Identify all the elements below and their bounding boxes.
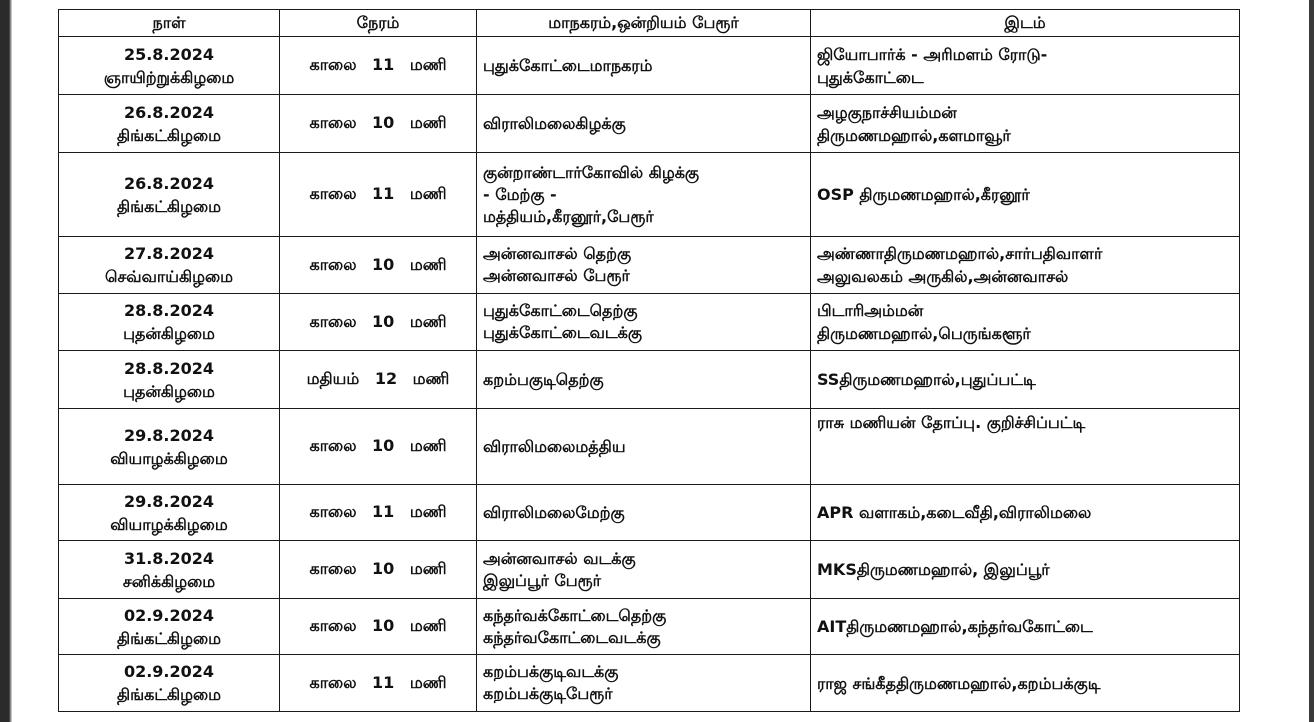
area-cell [477, 95, 811, 153]
day-text: வியாழக்கிழமை [110, 448, 228, 468]
area-line: - மேற்கு - [483, 184, 557, 204]
table-row [59, 485, 1240, 541]
time-cell: காலை 10 மணி [280, 294, 477, 351]
date-cell [59, 153, 280, 237]
place-line: APR வளாகம்,கடைவீதி,விராலிமலை [817, 503, 1092, 522]
place-line: ராசு மணியன் தோப்பு. குறிச்சிப்பட்டி [817, 413, 1086, 432]
day-text: ஞாயிற்றுக்கிழமை [103, 67, 235, 87]
area-line: அன்னவாசல் பேரூர் [483, 266, 630, 285]
time-cell: காலை 10 மணி [280, 237, 477, 294]
area-line: கறம்பகுடிதெற்கு [483, 369, 604, 389]
area-line: குன்றாண்டார்கோவில் கிழக்கு [483, 162, 700, 182]
area-line: விராலிமலைமத்திய [483, 436, 626, 456]
day-text: செவ்வாய்கிழமை [104, 267, 233, 286]
place-line: ஜியோபார்க் - அரிமளம் ரோடு- [817, 44, 1048, 64]
area-line: மத்தியம்,கீரனூர்,பேரூர் [483, 206, 654, 226]
day-text: வியாழக்கிழமை [110, 514, 228, 534]
area-line: புதுக்கோட்டைதெற்கு [483, 301, 638, 320]
date-text: 02.9.2024 [123, 662, 215, 681]
date-text: 25.8.2024 [123, 44, 215, 64]
date-text: 28.8.2024 [123, 301, 215, 320]
place-cell [811, 294, 1240, 351]
header-area: மாநகரம்,ஒன்றியம் பேரூர் [477, 10, 811, 37]
place-line: திருமணமஹால்,பெருங்களூர் [817, 324, 1031, 343]
area-line: கறம்பக்குடிவடக்கு [483, 662, 619, 681]
date-text: 31.8.2024 [123, 548, 215, 568]
scan-left-edge [0, 0, 12, 722]
date-cell [59, 541, 280, 599]
place-cell [811, 541, 1240, 599]
place-line: அண்ணாதிருமணமஹால்,சார்பதிவாளர் [817, 244, 1103, 263]
day-text: புதன்கிழமை [123, 381, 215, 401]
place-cell [811, 351, 1240, 409]
place-line: பிடாரிஅம்மன் [817, 301, 924, 320]
day-text: புதன்கிழமை [123, 324, 215, 343]
time-cell: காலை 10 மணி [280, 599, 477, 655]
place-line: ராஜ சங்கீததிருமணமஹால்,கறம்பக்குடி [817, 673, 1101, 693]
date-text: 26.8.2024 [123, 173, 215, 193]
date-text: 26.8.2024 [123, 102, 215, 122]
area-cell [477, 237, 811, 294]
place-line: அலுவலகம் அருகில்,அன்னவாசல் [817, 267, 1069, 286]
area-cell [477, 655, 811, 712]
area-line: கறம்பக்குடிபேரூர் [483, 684, 613, 703]
place-line: திருமணமஹால்,களமாவூர் [817, 125, 1011, 145]
area-line: அன்னவாசல் வடக்கு [483, 548, 636, 568]
area-cell [477, 351, 811, 409]
place-line: OSP திருமணமஹால்,கீரனூர் [817, 185, 1030, 204]
date-text: 29.8.2024 [123, 425, 215, 445]
place-line: SSதிருமணமஹால்,புதுப்பட்டி [817, 370, 1036, 389]
table-row [59, 95, 1240, 153]
date-text: 28.8.2024 [123, 358, 215, 378]
area-cell [477, 409, 811, 485]
place-line: அழகுநாச்சியம்மன் [817, 102, 957, 122]
table-row [59, 153, 1240, 237]
place-line: AITதிருமணமஹால்,கந்தர்வகோட்டை [817, 617, 1093, 636]
time-cell: காலை 10 மணி [280, 541, 477, 599]
area-cell [477, 153, 811, 237]
area-line: விராலிமலைகிழக்கு [483, 113, 626, 133]
area-cell [477, 37, 811, 95]
time-cell: காலை 11 மணி [280, 153, 477, 237]
area-line: கந்தர்வகோட்டைவடக்கு [483, 627, 661, 647]
place-cell [811, 485, 1240, 541]
area-line: விராலிமலைமேற்கு [483, 502, 625, 522]
place-cell [811, 37, 1240, 95]
header-time: நேரம் [280, 10, 477, 37]
header-row [59, 10, 1240, 37]
table-row [59, 599, 1240, 655]
day-text: திங்கட்கிழமை [116, 685, 222, 704]
time-cell: மதியம் 12 மணி [280, 351, 477, 409]
scan-right-edge [1309, 0, 1314, 722]
date-cell [59, 655, 280, 712]
date-cell [59, 95, 280, 153]
table-row [59, 409, 1240, 485]
place-cell [811, 95, 1240, 153]
area-cell [477, 599, 811, 655]
place-cell [811, 599, 1240, 655]
place-line: புதுக்கோட்டை [817, 67, 924, 87]
area-cell [477, 294, 811, 351]
table-row [59, 655, 1240, 712]
time-cell: காலை 10 மணி [280, 409, 477, 485]
place-cell [811, 153, 1240, 237]
time-cell: காலை 11 மணி [280, 485, 477, 541]
date-text: 27.8.2024 [123, 244, 215, 263]
date-text: 29.8.2024 [123, 491, 215, 511]
area-line: கந்தர்வக்கோட்டைதெற்கு [483, 605, 667, 625]
date-cell [59, 37, 280, 95]
time-cell: காலை 10 மணி [280, 95, 477, 153]
area-line: அன்னவாசல் தெற்கு [483, 244, 632, 263]
day-text: திங்கட்கிழமை [116, 196, 222, 216]
area-line: புதுக்கோட்டைமாநகரம் [483, 55, 653, 75]
schedule-table [58, 9, 1240, 712]
date-cell [59, 485, 280, 541]
time-cell: காலை 11 மணி [280, 655, 477, 712]
date-cell [59, 409, 280, 485]
table-row [59, 237, 1240, 294]
table-row [59, 541, 1240, 599]
day-text: சனிக்கிழமை [122, 571, 216, 591]
header-date: நாள் [59, 10, 280, 37]
table-row [59, 37, 1240, 95]
area-line: இலுப்பூர் பேரூர் [483, 570, 602, 590]
day-text: திங்கட்கிழமை [116, 628, 222, 648]
date-cell [59, 237, 280, 294]
time-cell: காலை 11 மணி [280, 37, 477, 95]
date-cell [59, 351, 280, 409]
table-row [59, 351, 1240, 409]
place-cell [811, 237, 1240, 294]
date-cell [59, 294, 280, 351]
date-text: 02.9.2024 [123, 605, 215, 625]
place-cell [811, 409, 1240, 485]
date-cell [59, 599, 280, 655]
area-cell [477, 485, 811, 541]
header-place: இடம் [811, 10, 1240, 37]
table-row [59, 294, 1240, 351]
place-line: MKSதிருமணமஹால், இலுப்பூர் [817, 560, 1050, 579]
day-text: திங்கட்கிழமை [116, 125, 222, 145]
place-cell [811, 655, 1240, 712]
area-cell [477, 541, 811, 599]
area-line: புதுக்கோட்டைவடக்கு [483, 323, 642, 342]
